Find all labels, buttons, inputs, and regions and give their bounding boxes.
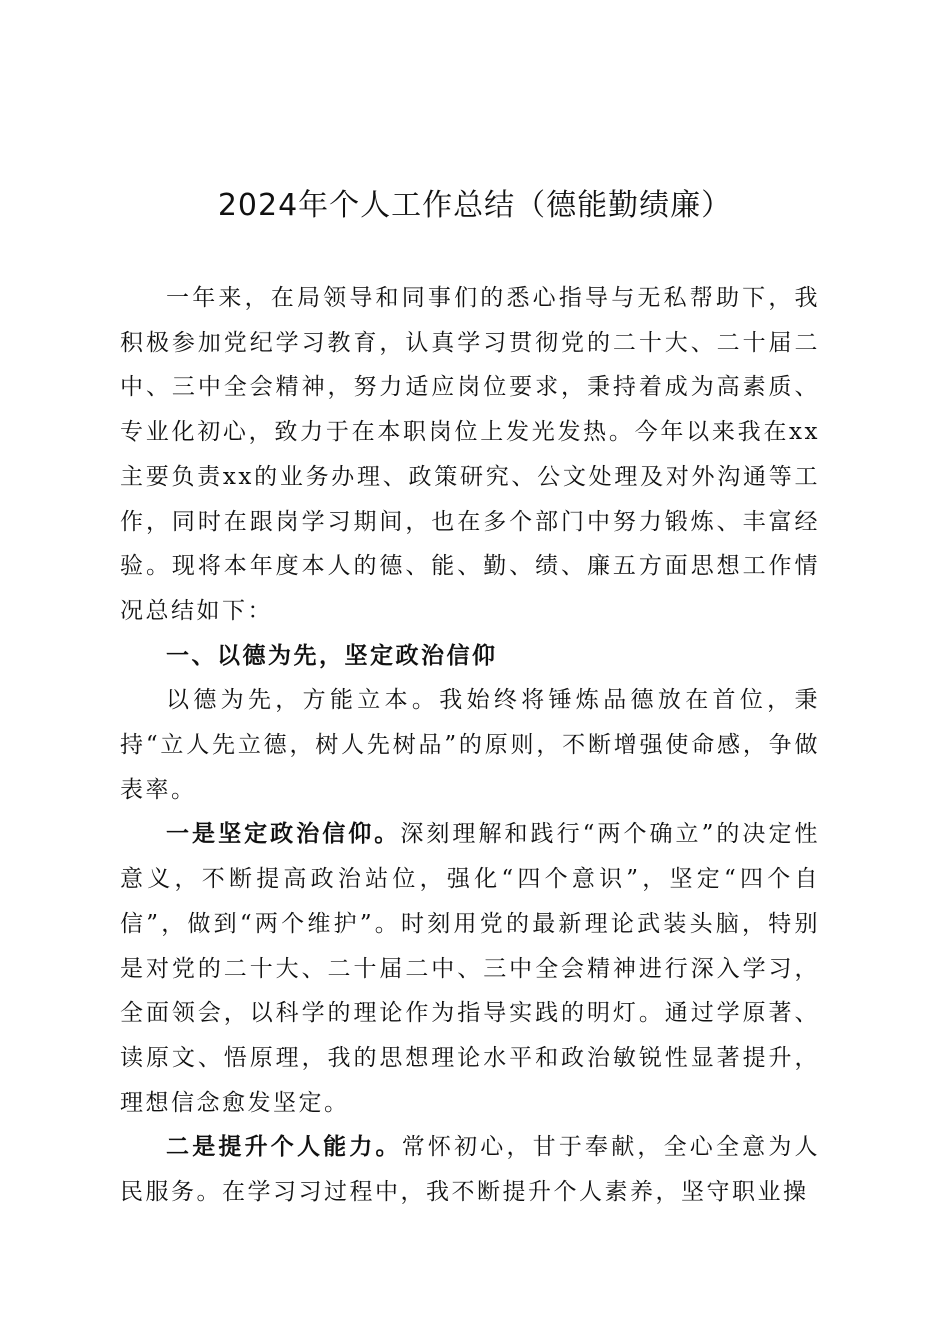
point-lead-political-belief: 一是坚定政治信仰。 <box>166 821 401 848</box>
document-title: 2024年个人工作总结（德能勤绩廉） <box>217 188 733 223</box>
point-text-political-belief: 深刻理解和践行“两个确立”的决定性意义，不断提高政治站位，强化“四个意识”，坚定“四个自信”，做到“两个维护”。时刻用党的最新理论武装头脑，特别是对党的二十大、二十届二中、三中全会精神进行深入学习，全面领会，以科学的理论作为指导实践的明灯。通过学原著、读原文、悟原理，我的思想理论水平和政治敏锐性显著提升，理想信念愈发坚定。 <box>120 821 820 1116</box>
intro-paragraph: 一年来，在局领导和同事们的悉心指导与无私帮助下，我积极参加党纪学习教育，认真学习贯彻党的二十大、二十届二中、三中全会精神，努力适应岗位要求，秉持着成为高素质、专业化初心，致力于在本职岗位上发光发热。今年以来我在xx主要负责xx的业务办理、政策研究、公文处理及对外沟通等工作，同时在跟岗学习期间，也在多个部门中努力锻炼、丰富经验。现将本年度本人的德、能、勤、绩、廉五方面思想工作情况总结如下： <box>120 285 820 624</box>
section-heading: 一、以德为先，坚定政治信仰 <box>166 642 498 669</box>
point-text-personal-ability: 常怀初心，甘于奉献，全心全意为人民服务。在学习习过程中，我不断提升个人素养，坚守职业操 <box>120 1134 820 1206</box>
point-lead-personal-ability: 二是提升个人能力。 <box>166 1134 402 1161</box>
point-paragraph-political-belief <box>120 812 820 1125</box>
point-paragraph-personal-ability <box>120 1125 820 1214</box>
document-body <box>120 276 820 1215</box>
section-intro-paragraph: 以德为先，方能立本。我始终将锤炼品德放在首位，秉持“立人先立德，树人先树品”的原则，不断增强使命感，争做表率。 <box>120 687 820 803</box>
